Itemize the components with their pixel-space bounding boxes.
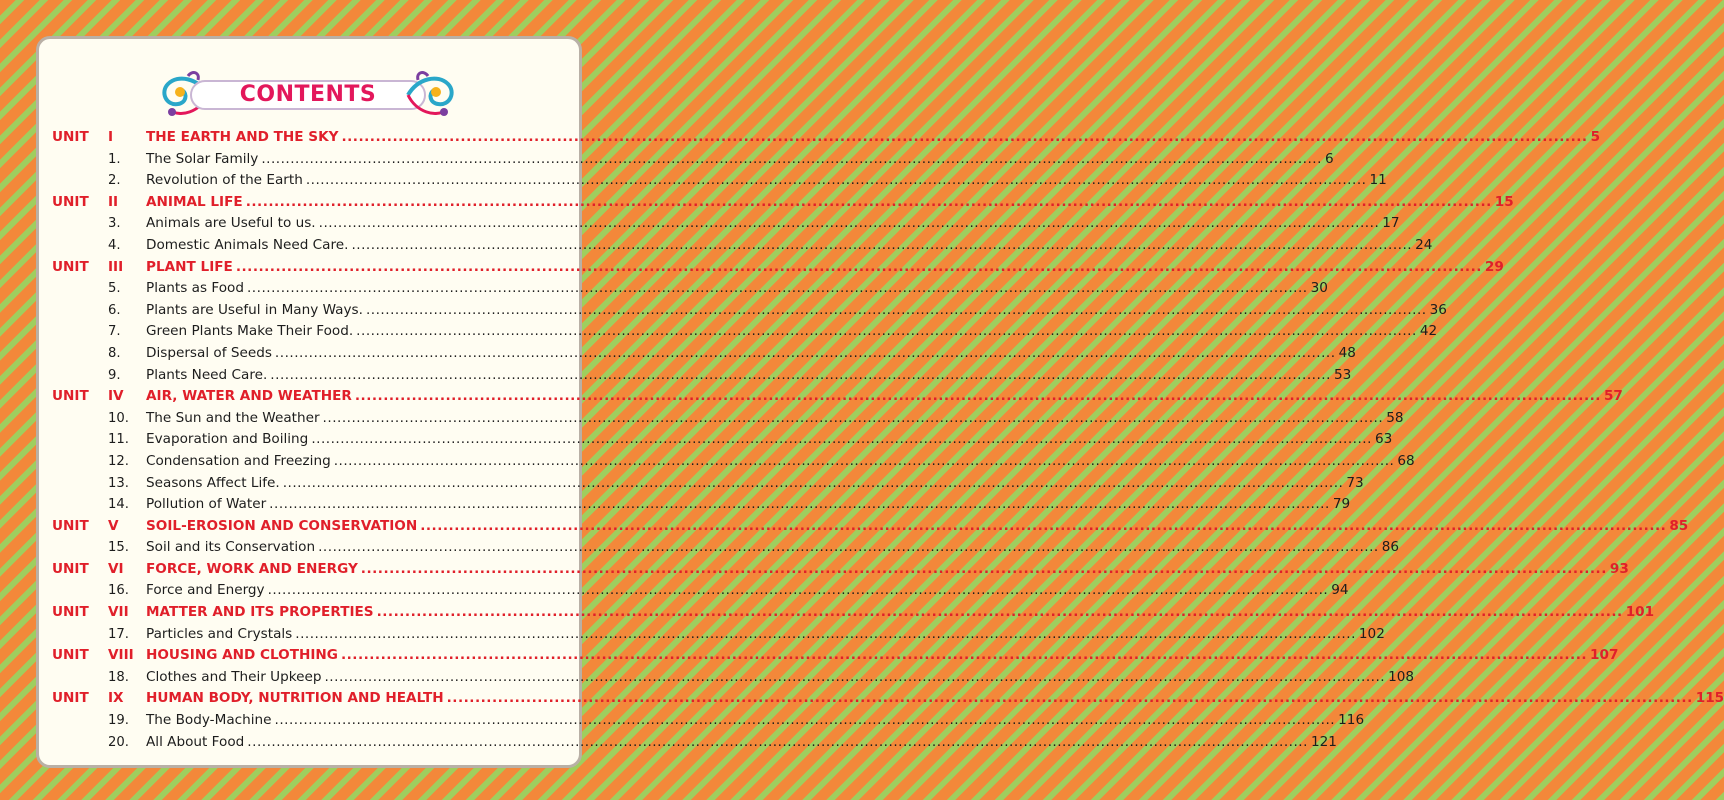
toc-unit-title: THE EARTH AND THE SKY (146, 129, 339, 145)
toc-page-number: 94 (1331, 582, 1349, 599)
toc-chapter-number: 11. (108, 432, 129, 448)
toc-unit-number: I (108, 129, 114, 145)
dot-leader: ............................................................................................................................................................................................................................ (351, 236, 1413, 253)
toc-chapter-title: Soil and its Conservation (146, 539, 316, 556)
toc-unit-label: UNIT (52, 690, 89, 707)
toc-unit-title: HUMAN BODY, NUTRITION AND HEALTH (146, 690, 444, 707)
toc-unit-number: IX (108, 690, 124, 707)
toc-page-number: 121 (1310, 733, 1337, 750)
toc-chapter-row (52, 213, 1400, 235)
toc-chapter-title: Plants Need Care. (146, 366, 268, 383)
toc-unit-title: ANIMAL LIFE (146, 193, 243, 210)
toc-chapter-number: 13. (108, 475, 129, 491)
dot-leader: ............................................................................................................................................................................................................................ (247, 733, 1308, 750)
toc-chapter-title: Force and Energy (146, 582, 265, 599)
toc-unit-label: UNIT (52, 517, 89, 534)
toc-chapter-row (52, 300, 1447, 322)
toc-unit-title: FORCE, WORK AND ENERGY (146, 560, 358, 577)
dot-leader: ............................................................................................................................................................................................................................ (311, 431, 1372, 448)
toc-unit-label: UNIT (52, 193, 89, 210)
toc-chapter-row (52, 235, 1433, 257)
dot-leader: ............................................................................................................................................................................................................................ (322, 409, 1384, 426)
dot-leader: ............................................................................................................................................................................................................................ (295, 625, 1356, 642)
toc-page-number: 48 (1338, 344, 1356, 361)
toc-page-number: 57 (1603, 388, 1623, 405)
toc-chapter-row (52, 624, 1385, 646)
dot-leader: ............................................................................................................................................................................................................................ (269, 496, 1330, 513)
toc-chapter-number: 10. (108, 410, 129, 426)
toc-chapter-title: Dispersal of Seeds (146, 344, 272, 361)
toc-chapter-title: Green Plants Make Their Food. (146, 323, 354, 340)
toc-chapter-number: 2. (108, 173, 121, 189)
toc-page-number: 42 (1419, 323, 1438, 340)
toc-page-number: 30 (1310, 280, 1328, 297)
dot-leader: ............................................................................................................................................................................................................................ (333, 452, 1395, 469)
toc-page-number: 11 (1369, 172, 1387, 189)
dot-leader: ............................................................................................................................................................................................................................ (376, 604, 1623, 621)
toc-chapter-number: 3. (108, 216, 121, 232)
toc-page-number: 108 (1388, 668, 1415, 685)
table-of-contents (52, 127, 1724, 753)
toc-unit-number: VII (108, 604, 129, 621)
toc-chapter-row (52, 408, 1404, 430)
toc-unit-label: UNIT (52, 129, 89, 145)
toc-chapter-number: 9. (108, 367, 121, 383)
toc-page-number: 73 (1346, 474, 1364, 491)
toc-chapter-number: 20. (108, 734, 129, 750)
dot-leader: ............................................................................................................................................................................................................................ (324, 668, 1386, 685)
toc-unit-row (52, 386, 1623, 408)
toc-page-number: 6 (1324, 150, 1334, 167)
contents-banner (158, 68, 458, 122)
toc-chapter-title: Particles and Crystals (146, 625, 293, 642)
floral-ornament-icon (400, 68, 458, 122)
dot-leader: ............................................................................................................................................................................................................................ (282, 474, 1344, 491)
toc-chapter-number: 16. (108, 583, 129, 599)
toc-unit-label: UNIT (52, 258, 89, 275)
toc-chapter-number: 4. (108, 237, 121, 253)
toc-chapter-row (52, 278, 1328, 300)
toc-chapter-title: The Sun and the Weather (146, 409, 320, 426)
toc-unit-number: IV (108, 388, 124, 405)
dot-leader: ............................................................................................................................................................................................................................ (245, 193, 1492, 210)
toc-chapter-title: Evaporation and Boiling (146, 431, 309, 448)
toc-page-number: 5 (1590, 129, 1601, 145)
toc-chapter-row (52, 732, 1337, 754)
toc-chapter-row (52, 149, 1334, 171)
toc-chapter-number: 19. (108, 713, 129, 729)
dot-leader: ............................................................................................................................................................................................................................ (305, 172, 1367, 189)
toc-page-number: 85 (1669, 517, 1689, 534)
dot-leader: ............................................................................................................................................................................................................................ (274, 712, 1336, 729)
toc-page-number: 116 (1338, 712, 1365, 729)
toc-unit-number: V (108, 517, 119, 534)
toc-unit-title: MATTER AND ITS PROPERTIES (146, 604, 374, 621)
toc-chapter-number: 6. (108, 302, 121, 318)
dot-leader: ............................................................................................................................................................................................................................ (318, 215, 1380, 232)
dot-leader: ............................................................................................................................................................................................................................ (261, 150, 1322, 167)
toc-page-number: 29 (1484, 258, 1504, 275)
toc-chapter-title: Clothes and Their Upkeep (146, 668, 322, 685)
toc-chapter-row (52, 343, 1356, 365)
toc-unit-row (52, 602, 1655, 624)
toc-page-number: 115 (1695, 690, 1724, 707)
dot-leader: ............................................................................................................................................................................................................................ (246, 280, 1308, 297)
toc-chapter-title: Plants as Food (146, 280, 244, 297)
toc-unit-label: UNIT (52, 604, 89, 621)
toc-unit-row (52, 559, 1629, 581)
toc-chapter-title: Condensation and Freezing (146, 452, 331, 469)
toc-chapter-row (52, 321, 1438, 343)
toc-unit-row (52, 127, 1601, 149)
toc-chapter-title: Animals are Useful to us. (146, 215, 316, 232)
toc-unit-number: VI (108, 560, 124, 577)
toc-page-number: 102 (1358, 625, 1385, 642)
toc-chapter-number: 15. (108, 540, 129, 556)
toc-unit-row (52, 257, 1504, 279)
toc-page-number: 15 (1494, 193, 1514, 210)
toc-unit-label: UNIT (52, 388, 89, 405)
toc-chapter-row (52, 429, 1393, 451)
toc-chapter-number: 18. (108, 669, 129, 685)
toc-unit-title: HOUSING AND CLOTHING (146, 647, 338, 664)
dot-leader: ............................................................................................................................................................................................................................ (274, 344, 1336, 361)
toc-chapter-number: 5. (108, 281, 121, 297)
toc-unit-row (52, 516, 1689, 538)
toc-chapter-number: 14. (108, 497, 129, 513)
toc-page-number: 24 (1415, 236, 1433, 253)
toc-chapter-number: 8. (108, 345, 121, 361)
toc-unit-label: UNIT (52, 647, 89, 664)
dot-leader: ............................................................................................................................................................................................................................ (365, 301, 1427, 318)
toc-page-number: 53 (1333, 366, 1352, 383)
dot-leader: ............................................................................................................................................................................................................................ (360, 560, 1607, 577)
dot-leader: ............................................................................................................................................................................................................................ (354, 388, 1601, 405)
toc-unit-row (52, 192, 1514, 214)
toc-chapter-row (52, 537, 1400, 559)
toc-unit-row (52, 645, 1619, 667)
toc-page-number: 58 (1386, 409, 1404, 426)
dot-leader: ............................................................................................................................................................................................................................ (318, 539, 1379, 556)
toc-chapter-title: Domestic Animals Need Care. (146, 236, 349, 253)
toc-page-number: 63 (1374, 431, 1393, 448)
toc-unit-number: II (108, 193, 119, 210)
toc-chapter-row (52, 365, 1352, 387)
toc-unit-number: VIII (108, 647, 134, 664)
toc-chapter-number: 12. (108, 453, 129, 469)
toc-unit-title: PLANT LIFE (146, 258, 233, 275)
toc-unit-row (52, 688, 1724, 710)
toc-page-number: 36 (1429, 301, 1447, 318)
dot-leader: ............................................................................................................................................................................................................................ (267, 582, 1329, 599)
toc-unit-title: SOIL-EROSION AND CONSERVATION (146, 517, 418, 534)
toc-chapter-number: 1. (108, 151, 121, 167)
toc-chapter-row (52, 451, 1415, 473)
toc-page-number: 101 (1625, 604, 1655, 621)
dot-leader: ............................................................................................................................................................................................................................ (356, 323, 1417, 340)
toc-page-number: 79 (1332, 496, 1351, 513)
dot-leader: ............................................................................................................................................................................................................................ (446, 690, 1693, 707)
toc-chapter-title: The Solar Family (146, 150, 259, 167)
dot-leader: ............................................................................................................................................................................................................................ (235, 258, 1482, 275)
toc-chapter-title: Plants are Useful in Many Ways. (146, 301, 363, 318)
toc-page-number: 86 (1381, 539, 1400, 556)
page-title: CONTENTS (239, 82, 377, 107)
toc-chapter-row (52, 667, 1415, 689)
toc-chapter-title: Pollution of Water (146, 496, 267, 513)
toc-chapter-title: Seasons Affect Life. (146, 474, 280, 491)
toc-unit-number: III (108, 258, 124, 275)
dot-leader: ............................................................................................................................................................................................................................ (340, 647, 1588, 664)
toc-chapter-row (52, 580, 1349, 602)
toc-chapter-row (52, 710, 1365, 732)
toc-chapter-title: All About Food (146, 733, 245, 750)
dot-leader: ............................................................................................................................................................................................................................ (270, 366, 1331, 383)
toc-chapter-title: Revolution of the Earth (146, 172, 303, 189)
toc-chapter-row (52, 473, 1364, 495)
toc-page-number: 68 (1397, 452, 1415, 469)
toc-chapter-number: 7. (108, 324, 121, 340)
toc-chapter-number: 17. (108, 626, 129, 642)
toc-chapter-title: The Body-Machine (146, 712, 272, 729)
toc-page-number: 107 (1590, 647, 1619, 664)
toc-page-number: 93 (1609, 560, 1629, 577)
dot-leader: ............................................................................................................................................................................................................................ (420, 517, 1667, 534)
toc-chapter-row (52, 494, 1351, 516)
dot-leader: ............................................................................................................................................................................................................................ (341, 129, 1588, 145)
toc-page-number: 17 (1382, 215, 1400, 232)
toc-unit-title: AIR, WATER AND WEATHER (146, 388, 352, 405)
toc-unit-label: UNIT (52, 560, 89, 577)
toc-chapter-row (52, 170, 1387, 192)
